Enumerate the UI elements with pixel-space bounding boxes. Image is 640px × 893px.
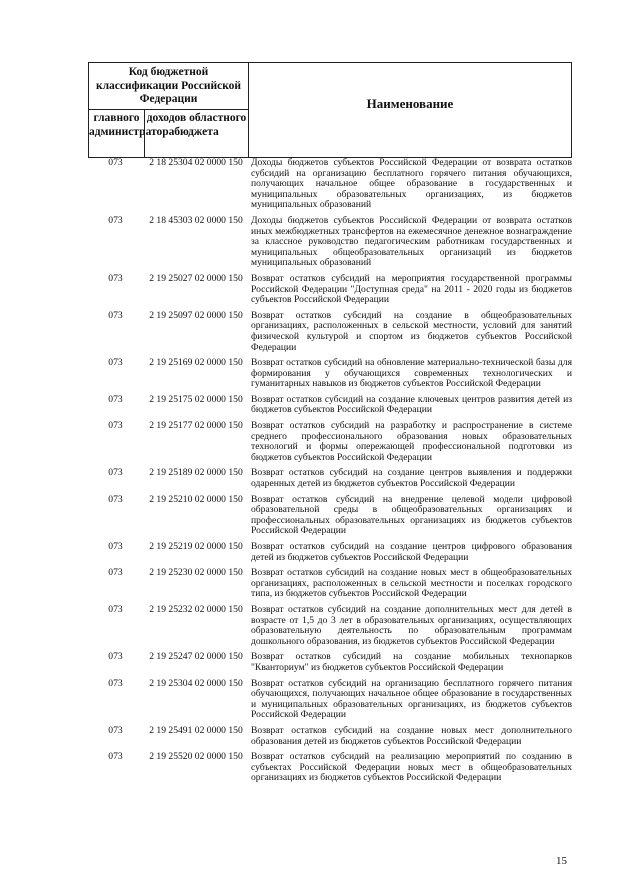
name-cell: Возврат остатков субсидий на создание новых мест дополнительного образования детей из бюджетов субъектов Российской Федерации: [251, 724, 572, 747]
table-row: [0, 752, 640, 789]
admin-code-cell: 073: [108, 651, 123, 663]
income-code-cell: 2 19 25210 02 0000 150: [149, 493, 243, 505]
admin-code-cell: 073: [108, 603, 123, 615]
income-code-cell: 2 19 25230 02 0000 150: [149, 567, 243, 579]
income-code-cell: 2 19 25175 02 0000 150: [149, 393, 243, 405]
name-cell: Возврат остатков субсидий на внедрение целевой модели цифровой образовательной среды в общеобразовательных организациях и профессиональных образовательных организациях из бюджетов субъектов Российской Федерации: [251, 493, 572, 537]
header-col-name: Наименование: [366, 96, 454, 111]
table-row: [0, 395, 640, 421]
income-code-cell: 2 18 25304 02 0000 150: [149, 157, 243, 168]
table-row: [0, 542, 640, 568]
admin-code-cell: 073: [108, 493, 123, 505]
income-code-cell: 2 19 25491 02 0000 150: [149, 724, 243, 736]
name-cell: Возврат остатков субсидий на создание центров цифрового образования детей из бюджетов субъектов Российской Федерации: [251, 541, 572, 563]
table-row: [0, 468, 640, 494]
income-code-cell: 2 19 25189 02 0000 150: [149, 467, 243, 479]
page-number: 15: [556, 855, 567, 867]
header-divider: [89, 109, 248, 110]
admin-code-cell: 073: [108, 420, 123, 432]
name-cell: Доходы бюджетов субъектов Российской Федерации от возврата остатков иных межбюджетных трансфертов на ежемесячное денежное вознаграждение за классное руководство педагогическим работникам государственных и муниципальных общеобразовательных организаций из бюджетов муниципальных образований: [251, 214, 572, 269]
table-row: [0, 568, 640, 605]
table-row: [0, 679, 640, 726]
name-cell: Возврат остатков субсидий на создание мобильных технопарков "Кванториум" из бюджетов субъектов Российской Федерации: [251, 651, 572, 673]
admin-code-cell: 073: [108, 724, 123, 736]
table-body: [0, 158, 640, 789]
table-header: [88, 62, 572, 158]
income-code-cell: 2 19 25097 02 0000 150: [149, 309, 243, 321]
admin-code-cell: 073: [108, 751, 123, 763]
header-code-title: Код бюджетной классификации Российской Федерации: [95, 66, 242, 105]
admin-code-cell: 073: [108, 393, 123, 405]
table-row: [0, 605, 640, 652]
admin-code-cell: 073: [108, 157, 123, 168]
income-code-cell: 2 19 25520 02 0000 150: [149, 751, 243, 763]
income-code-cell: 2 19 25219 02 0000 150: [149, 541, 243, 552]
name-cell: Возврат остатков субсидий на мероприятия государственной программы Российской Федерации "Доступная среда" на 2011 - 2020 годы из бюджетов субъектов Российской Федерации: [251, 272, 572, 306]
table-row: [0, 158, 640, 216]
income-code-cell: 2 19 25247 02 0000 150: [149, 651, 243, 663]
admin-code-cell: 073: [108, 677, 123, 689]
table-row: [0, 311, 640, 358]
income-code-cell: 2 19 25232 02 0000 150: [149, 603, 243, 615]
admin-code-cell: 073: [108, 272, 123, 284]
name-cell: Возврат остатков субсидий на создание дополнительных мест для детей в возрасте от 1,5 до 3 лет в образовательных организациях, осуществляющих образовательную деятельность по образовательным программам дошкольного образования, из бюджетов субъектов Российской Федерации: [251, 603, 572, 647]
admin-code-cell: 073: [108, 467, 123, 479]
table-row: [0, 274, 640, 311]
admin-code-cell: 073: [108, 214, 123, 226]
table-row: [0, 495, 640, 542]
name-cell: Доходы бюджетов субъектов Российской Федерации от возврата остатков субсидий на организацию бесплатного горячего питания обучающихся, получающих начальное общее образование в государственных и муниципальных образовательных организациях, из бюджетов муниципальных образований: [251, 157, 572, 211]
income-code-cell: 2 19 25177 02 0000 150: [149, 420, 243, 432]
admin-code-cell: 073: [108, 567, 123, 579]
name-cell: Возврат остатков субсидий на создание центров выявления и поддержки одаренных детей из бюджетов субъектов Российской Федерации: [251, 467, 572, 490]
table-row: [0, 421, 640, 468]
name-cell: Возврат остатков субсидий на создание в общеобразовательных организациях, расположенных в сельской местности, условий для занятий физической культурой и спортом из бюджетов субъектов Российской Федерации: [251, 309, 572, 353]
income-code-cell: 2 19 25169 02 0000 150: [149, 357, 243, 369]
admin-code-cell: 073: [108, 357, 123, 369]
header-col-admin: главного администратора: [89, 112, 175, 138]
admin-code-cell: 073: [108, 541, 123, 552]
table-row: [0, 216, 640, 274]
income-code-cell: 2 18 45303 02 0000 150: [149, 214, 243, 226]
name-cell: Возврат остатков субсидий на создание ключевых центров развития детей из бюджетов субъектов Российской Федерации: [251, 393, 572, 416]
admin-code-cell: 073: [108, 309, 123, 321]
name-cell: Возврат остатков субсидий на организацию бесплатного горячего питания обучающихся, получающих начальное общее образование в государственных и муниципальных образовательных организациях, из бюджетов субъектов Российской Федерации: [251, 677, 572, 721]
name-cell: Возврат остатков субсидий на реализацию мероприятий по созданию в субъектах Российской Федерации новых мест в общеобразовательных организациях из бюджетов субъектов Российской Федерации: [251, 751, 572, 784]
income-code-cell: 2 19 25027 02 0000 150: [149, 272, 243, 284]
table-row: [0, 358, 640, 395]
table-row: [0, 726, 640, 752]
name-cell: Возврат остатков субсидий на обновление материально-технической базы для формирования у обучающихся современных технологических и гуманитарных навыков из бюджетов субъектов Российской Федерации: [251, 357, 572, 390]
header-col-income: доходов областного бюджета: [146, 112, 247, 138]
name-cell: Возврат остатков субсидий на создание новых мест в общеобразовательных организациях, расположенных в сельской местности и поселках городского типа, из бюджетов субъектов Российской Федерации: [251, 567, 572, 600]
name-cell: Возврат остатков субсидий на разработку и распространение в системе среднего профессионального образования новых образовательных технологий и формы опережающей профессиональной подготовки из бюджетов субъектов Российской Федерации: [251, 420, 572, 463]
income-code-cell: 2 19 25304 02 0000 150: [149, 677, 243, 689]
table-row: [0, 652, 640, 678]
